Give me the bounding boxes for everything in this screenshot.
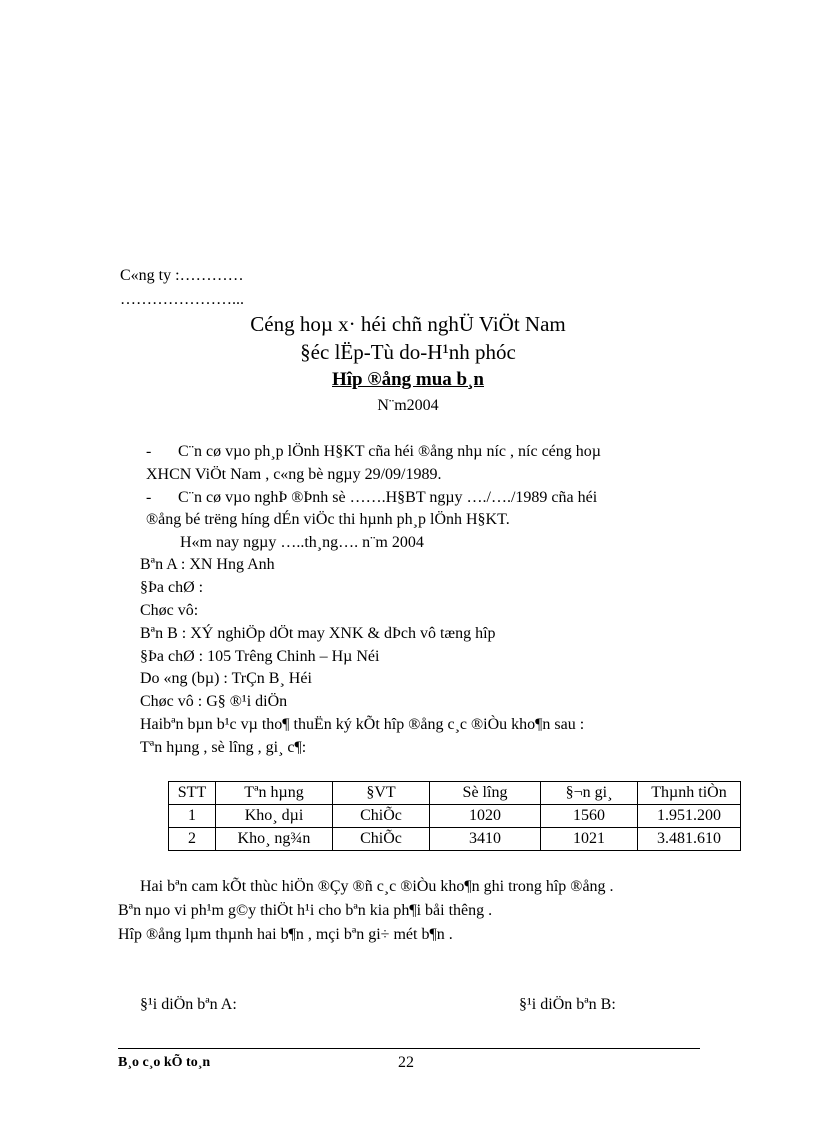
party-a-position: Chøc vô: — [140, 602, 199, 619]
party-b-name: Bªn B : XÝ nghiÖp dÖt may XNK & dÞch vô tæng hîp — [140, 625, 496, 642]
representative-b: §¹i diÖn bªn B: — [519, 996, 616, 1013]
company-dots: …………………... — [120, 291, 244, 308]
violation-line: Bªn nµo vi ph¹m g©y thiÖt h¹i cho bªn kia ph¶i båi thêng . — [118, 902, 493, 919]
cell-quantity: 1020 — [430, 805, 541, 828]
cell-unit-price: 1021 — [541, 828, 638, 851]
cell-unit: ChiÕc — [333, 828, 430, 851]
party-b-position: Chøc vô : G§ ®¹i diÖn — [140, 693, 288, 710]
cell-unit-price: 1560 — [541, 805, 638, 828]
header-unit-price: §¬n gi¸ — [541, 782, 638, 805]
header-stt: STT — [169, 782, 216, 805]
commit-line: Hai bªn cam kÕt thùc hiÖn ®Çy ®ñ c¸c ®iÒu kho¶n ghi trong hîp ®ång . — [140, 878, 614, 895]
motto-heading: §éc lËp-Tù do-H¹nh phóc — [300, 340, 516, 364]
basis-2-line1: C¨n cø vµo nghÞ ®Þnh sè …….H§BT ngµy …./…./1989 cña héi — [178, 489, 598, 506]
header-product: Tªn hµng — [216, 782, 333, 805]
table-row — [169, 828, 741, 851]
page-number: 22 — [398, 1054, 414, 1071]
cell-stt: 1 — [169, 805, 216, 828]
table-header-row — [169, 782, 741, 805]
party-b-representative: Do «ng (bµ) : TrÇn B¸ Héi — [140, 670, 312, 687]
representative-a: §¹i diÖn bªn A: — [140, 996, 237, 1013]
agreement-line: Haibªn bµn b¹c vµ tho¶ thuËn ký kÕt hîp ®ång c¸c ®iÒu kho¶n sau : — [140, 716, 585, 733]
footer-divider — [118, 1048, 700, 1049]
cell-quantity: 3410 — [430, 828, 541, 851]
copies-line: Hîp ®ång lµm thµnh hai b¶n , mçi bªn gi÷ mét b¶n . — [118, 926, 453, 943]
table-row — [169, 805, 741, 828]
republic-heading: Céng hoµ x· héi chñ nghÜ ViÖt Nam — [250, 312, 566, 336]
basis-dash-2: - — [146, 489, 152, 506]
basis-2-line2: ®ång bé trëng híng dÉn viÖc thi hµnh ph¸p lÖnh H§KT. — [146, 511, 510, 528]
cell-product: Kho¸ dµi — [216, 805, 333, 828]
footer-label: B¸o c¸o kÕ to¸n — [118, 1055, 211, 1070]
header-unit: §VT — [333, 782, 430, 805]
basis-1-line2: XHCN ViÖt Nam , c«ng bè ngµy 29/09/1989. — [146, 466, 442, 483]
contract-title: Hîp ®ång mua b¸n — [332, 369, 484, 390]
cell-stt: 2 — [169, 828, 216, 851]
today-line: H«m nay ngµy …..th¸ng…. n¨m 2004 — [180, 534, 424, 551]
basis-dash-1: - — [146, 443, 152, 460]
cell-total: 1.951.200 — [638, 805, 741, 828]
company-line: C«ng ty :………… — [120, 267, 244, 284]
header-total: Thµnh tiÒn — [638, 782, 741, 805]
contract-year: N¨m2004 — [377, 397, 439, 414]
goods-table — [168, 781, 741, 851]
party-b-address: §Þa chØ : 105 Trêng Chinh – Hµ Néi — [140, 648, 380, 665]
goods-intro: Tªn hµng , sè lîng , gi¸ c¶: — [140, 739, 307, 756]
header-quantity: Sè lîng — [430, 782, 541, 805]
cell-product: Kho¸ ng¾n — [216, 828, 333, 851]
basis-1-line1: C¨n cø vµo ph¸p lÖnh H§KT cña héi ®ång nhµ níc , níc céng hoµ — [178, 443, 601, 460]
cell-unit: ChiÕc — [333, 805, 430, 828]
party-a-address: §Þa chØ : — [140, 579, 204, 596]
cell-total: 3.481.610 — [638, 828, 741, 851]
party-a-name: Bªn A : XN Hng Anh — [140, 556, 275, 573]
